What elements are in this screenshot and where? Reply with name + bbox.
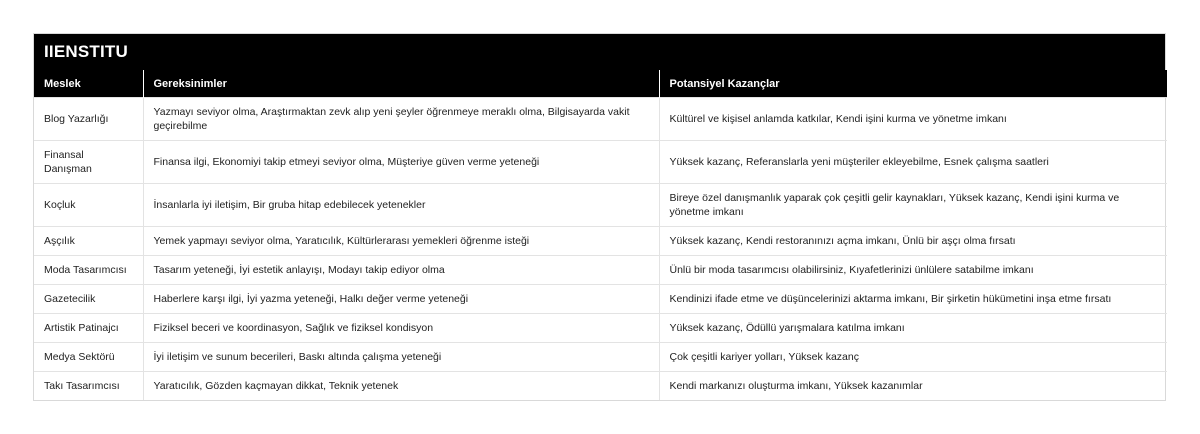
cell-meslek: Takı Tasarımcısı — [34, 372, 143, 401]
table-row — [34, 256, 1167, 285]
cell-kazanclar: Yüksek kazanç, Kendi restoranınızı açma imkanı, Ünlü bir aşçı olma fırsatı — [659, 227, 1167, 256]
cell-gereksinimler: Finansa ilgi, Ekonomiyi takip etmeyi seviyor olma, Müşteriye güven verme yeteneği — [143, 141, 659, 184]
table-row — [34, 98, 1167, 141]
cell-kazanclar: Kültürel ve kişisel anlamda katkılar, Kendi işini kurma ve yönetme imkanı — [659, 98, 1167, 141]
cell-meslek: Aşçılık — [34, 227, 143, 256]
table-row — [34, 141, 1167, 184]
cell-meslek: Medya Sektörü — [34, 343, 143, 372]
cell-kazanclar: Yüksek kazanç, Referanslarla yeni müşteriler ekleyebilme, Esnek çalışma saatleri — [659, 141, 1167, 184]
careers-table — [34, 70, 1167, 400]
brand-title: IIENSTITU — [34, 34, 1165, 70]
table-row — [34, 314, 1167, 343]
cell-gereksinimler: Yaratıcılık, Gözden kaçmayan dikkat, Teknik yetenek — [143, 372, 659, 401]
header-meslek: Meslek — [34, 70, 143, 98]
cell-meslek: Koçluk — [34, 184, 143, 227]
cell-gereksinimler: Yemek yapmayı seviyor olma, Yaratıcılık, Kültürlerarası yemekleri öğrenme isteği — [143, 227, 659, 256]
cell-gereksinimler: Tasarım yeteneği, İyi estetik anlayışı, Modayı takip ediyor olma — [143, 256, 659, 285]
cell-gereksinimler: İnsanlarla iyi iletişim, Bir gruba hitap edebilecek yetenekler — [143, 184, 659, 227]
cell-kazanclar: Çok çeşitli kariyer yolları, Yüksek kazanç — [659, 343, 1167, 372]
cell-kazanclar: Bireye özel danışmanlık yaparak çok çeşitli gelir kaynakları, Yüksek kazanç, Kendi işini kurma ve yönetme imkanı — [659, 184, 1167, 227]
cell-meslek: Artistik Patinajcı — [34, 314, 143, 343]
header-potansiyel-kazanclar: Potansiyel Kazançlar — [659, 70, 1167, 98]
cell-meslek: Blog Yazarlığı — [34, 98, 143, 141]
table-row — [34, 227, 1167, 256]
cell-gereksinimler: Yazmayı seviyor olma, Araştırmaktan zevk alıp yeni şeyler öğrenmeye meraklı olma, Bilgisayarda vakit geçirebilme — [143, 98, 659, 141]
cell-kazanclar: Yüksek kazanç, Ödüllü yarışmalara katılma imkanı — [659, 314, 1167, 343]
cell-kazanclar: Kendi markanızı oluşturma imkanı, Yüksek kazanımlar — [659, 372, 1167, 401]
careers-table-container — [33, 33, 1166, 401]
cell-meslek: Finansal Danışman — [34, 141, 143, 184]
cell-meslek: Moda Tasarımcısı — [34, 256, 143, 285]
cell-gereksinimler: İyi iletişim ve sunum becerileri, Baskı altında çalışma yeteneği — [143, 343, 659, 372]
table-row — [34, 184, 1167, 227]
header-gereksinimler: Gereksinimler — [143, 70, 659, 98]
cell-kazanclar: Kendinizi ifade etme ve düşüncelerinizi aktarma imkanı, Bir şirketin hükümetini inşa etme fırsatı — [659, 285, 1167, 314]
table-row — [34, 343, 1167, 372]
table-row — [34, 372, 1167, 401]
cell-meslek: Gazetecilik — [34, 285, 143, 314]
cell-gereksinimler: Haberlere karşı ilgi, İyi yazma yeteneği, Halkı değer verme yeteneği — [143, 285, 659, 314]
cell-kazanclar: Ünlü bir moda tasarımcısı olabilirsiniz, Kıyafetlerinizi ünlülere satabilme imkanı — [659, 256, 1167, 285]
table-header-row — [34, 70, 1167, 98]
table-row — [34, 285, 1167, 314]
cell-gereksinimler: Fiziksel beceri ve koordinasyon, Sağlık ve fiziksel kondisyon — [143, 314, 659, 343]
